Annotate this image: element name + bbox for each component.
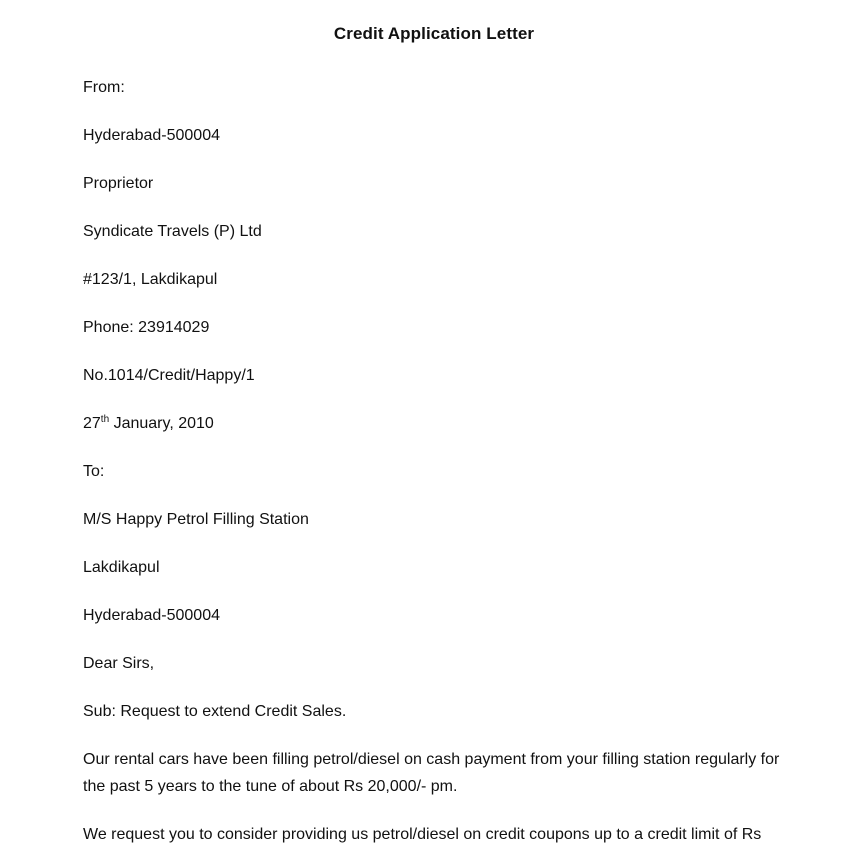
date-day: 27: [83, 415, 101, 432]
sender-phone: Phone: 23914029: [83, 319, 210, 336]
sender-role: Proprietor: [83, 175, 154, 192]
body-paragraph-2: We request you to consider providing us petrol/diesel on credit coupons up to a credit limit of Rs: [83, 826, 762, 843]
sender-city: Hyderabad-500004: [83, 127, 220, 144]
sender-company: Syndicate Travels (P) Ltd: [83, 223, 262, 240]
sender-address: #123/1, Lakdikapul: [83, 271, 218, 288]
subject-line: Sub: Request to extend Credit Sales.: [83, 703, 347, 720]
from-label: From:: [83, 79, 125, 96]
recipient-city: Hyderabad-500004: [83, 607, 220, 624]
date-rest: January, 2010: [109, 415, 214, 432]
salutation: Dear Sirs,: [83, 655, 155, 672]
to-label: To:: [83, 463, 105, 480]
recipient-name: M/S Happy Petrol Filling Station: [83, 511, 309, 528]
letter-date: [83, 414, 214, 433]
body-paragraph-1: Our rental cars have been filling petrol/diesel on cash payment from your filling station regularly for the past 5 years to the tune of about Rs 20,000/- pm.: [83, 751, 780, 795]
letter-title: Credit Application Letter: [333, 24, 535, 43]
date-suffix: th: [100, 414, 110, 425]
recipient-area: Lakdikapul: [83, 559, 160, 576]
reference-number: No.1014/Credit/Happy/1: [83, 367, 255, 384]
